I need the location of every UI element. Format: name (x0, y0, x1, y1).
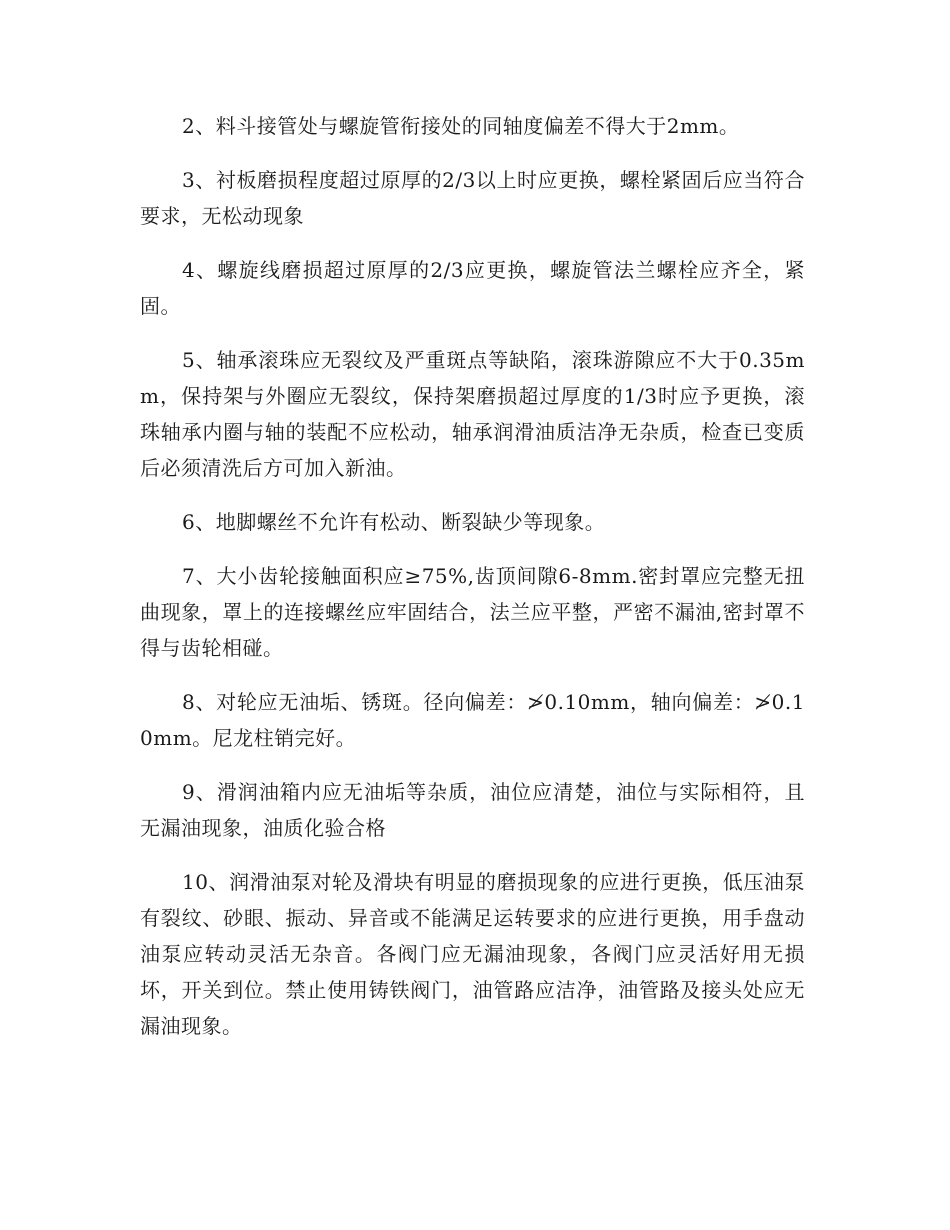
document-body (140, 108, 805, 1062)
paragraph-item-2: 2、料斗接管处与螺旋管衔接处的同轴度偏差不得大于2mm。 (182, 114, 740, 138)
paragraph-item-9: 9、滑润油箱内应无油垢等杂质，油位应清楚，油位与实际相符，且无漏油现象，油质化验合格 (140, 780, 805, 840)
paragraph-item-4: 4、螺旋线磨损超过原厚的2/3应更换，螺旋管法兰螺栓应齐全，紧固。 (140, 258, 805, 318)
paragraph-item-6: 6、地脚螺丝不允许有松动、断裂缺少等现象。 (182, 510, 606, 534)
paragraph-item-10: 10、润滑油泵对轮及滑块有明显的磨损现象的应进行更换，低压油泵有裂纹、砂眼、振动、异音或不能满足运转要求的应进行更换，用手盘动油泵应转动灵活无杂音。各阀门应无漏油现象，各阀门应灵活好用无损坏，开关到位。禁止使用铸铁阀门，油管路应洁净，油管路及接头处应无漏油现象。 (140, 870, 805, 1038)
paragraph-item-8: 8、对轮应无油垢、锈斑。径向偏差：≯0.10mm，轴向偏差：≯0.10mm。尼龙柱销完好。 (140, 690, 805, 750)
paragraph-item-3: 3、衬板磨损程度超过原厚的2/3以上时应更换，螺栓紧固后应当符合要求，无松动现象 (140, 168, 805, 228)
paragraph-item-5: 5、轴承滚珠应无裂纹及严重斑点等缺陷，滚珠游隙应不大于0.35mm，保持架与外圈应无裂纹，保持架磨损超过厚度的1/3时应予更换，滚珠轴承内圈与轴的装配不应松动，轴承润滑油质洁净无杂质，检查已变质后必须清洗后方可加入新油。 (140, 348, 805, 480)
paragraph-item-7: 7、大小齿轮接触面积应≥75%,齿顶间隙6-8mm.密封罩应完整无扭曲现象，罩上的连接螺丝应牢固结合，法兰应平整，严密不漏油,密封罩不得与齿轮相碰。 (140, 564, 805, 660)
